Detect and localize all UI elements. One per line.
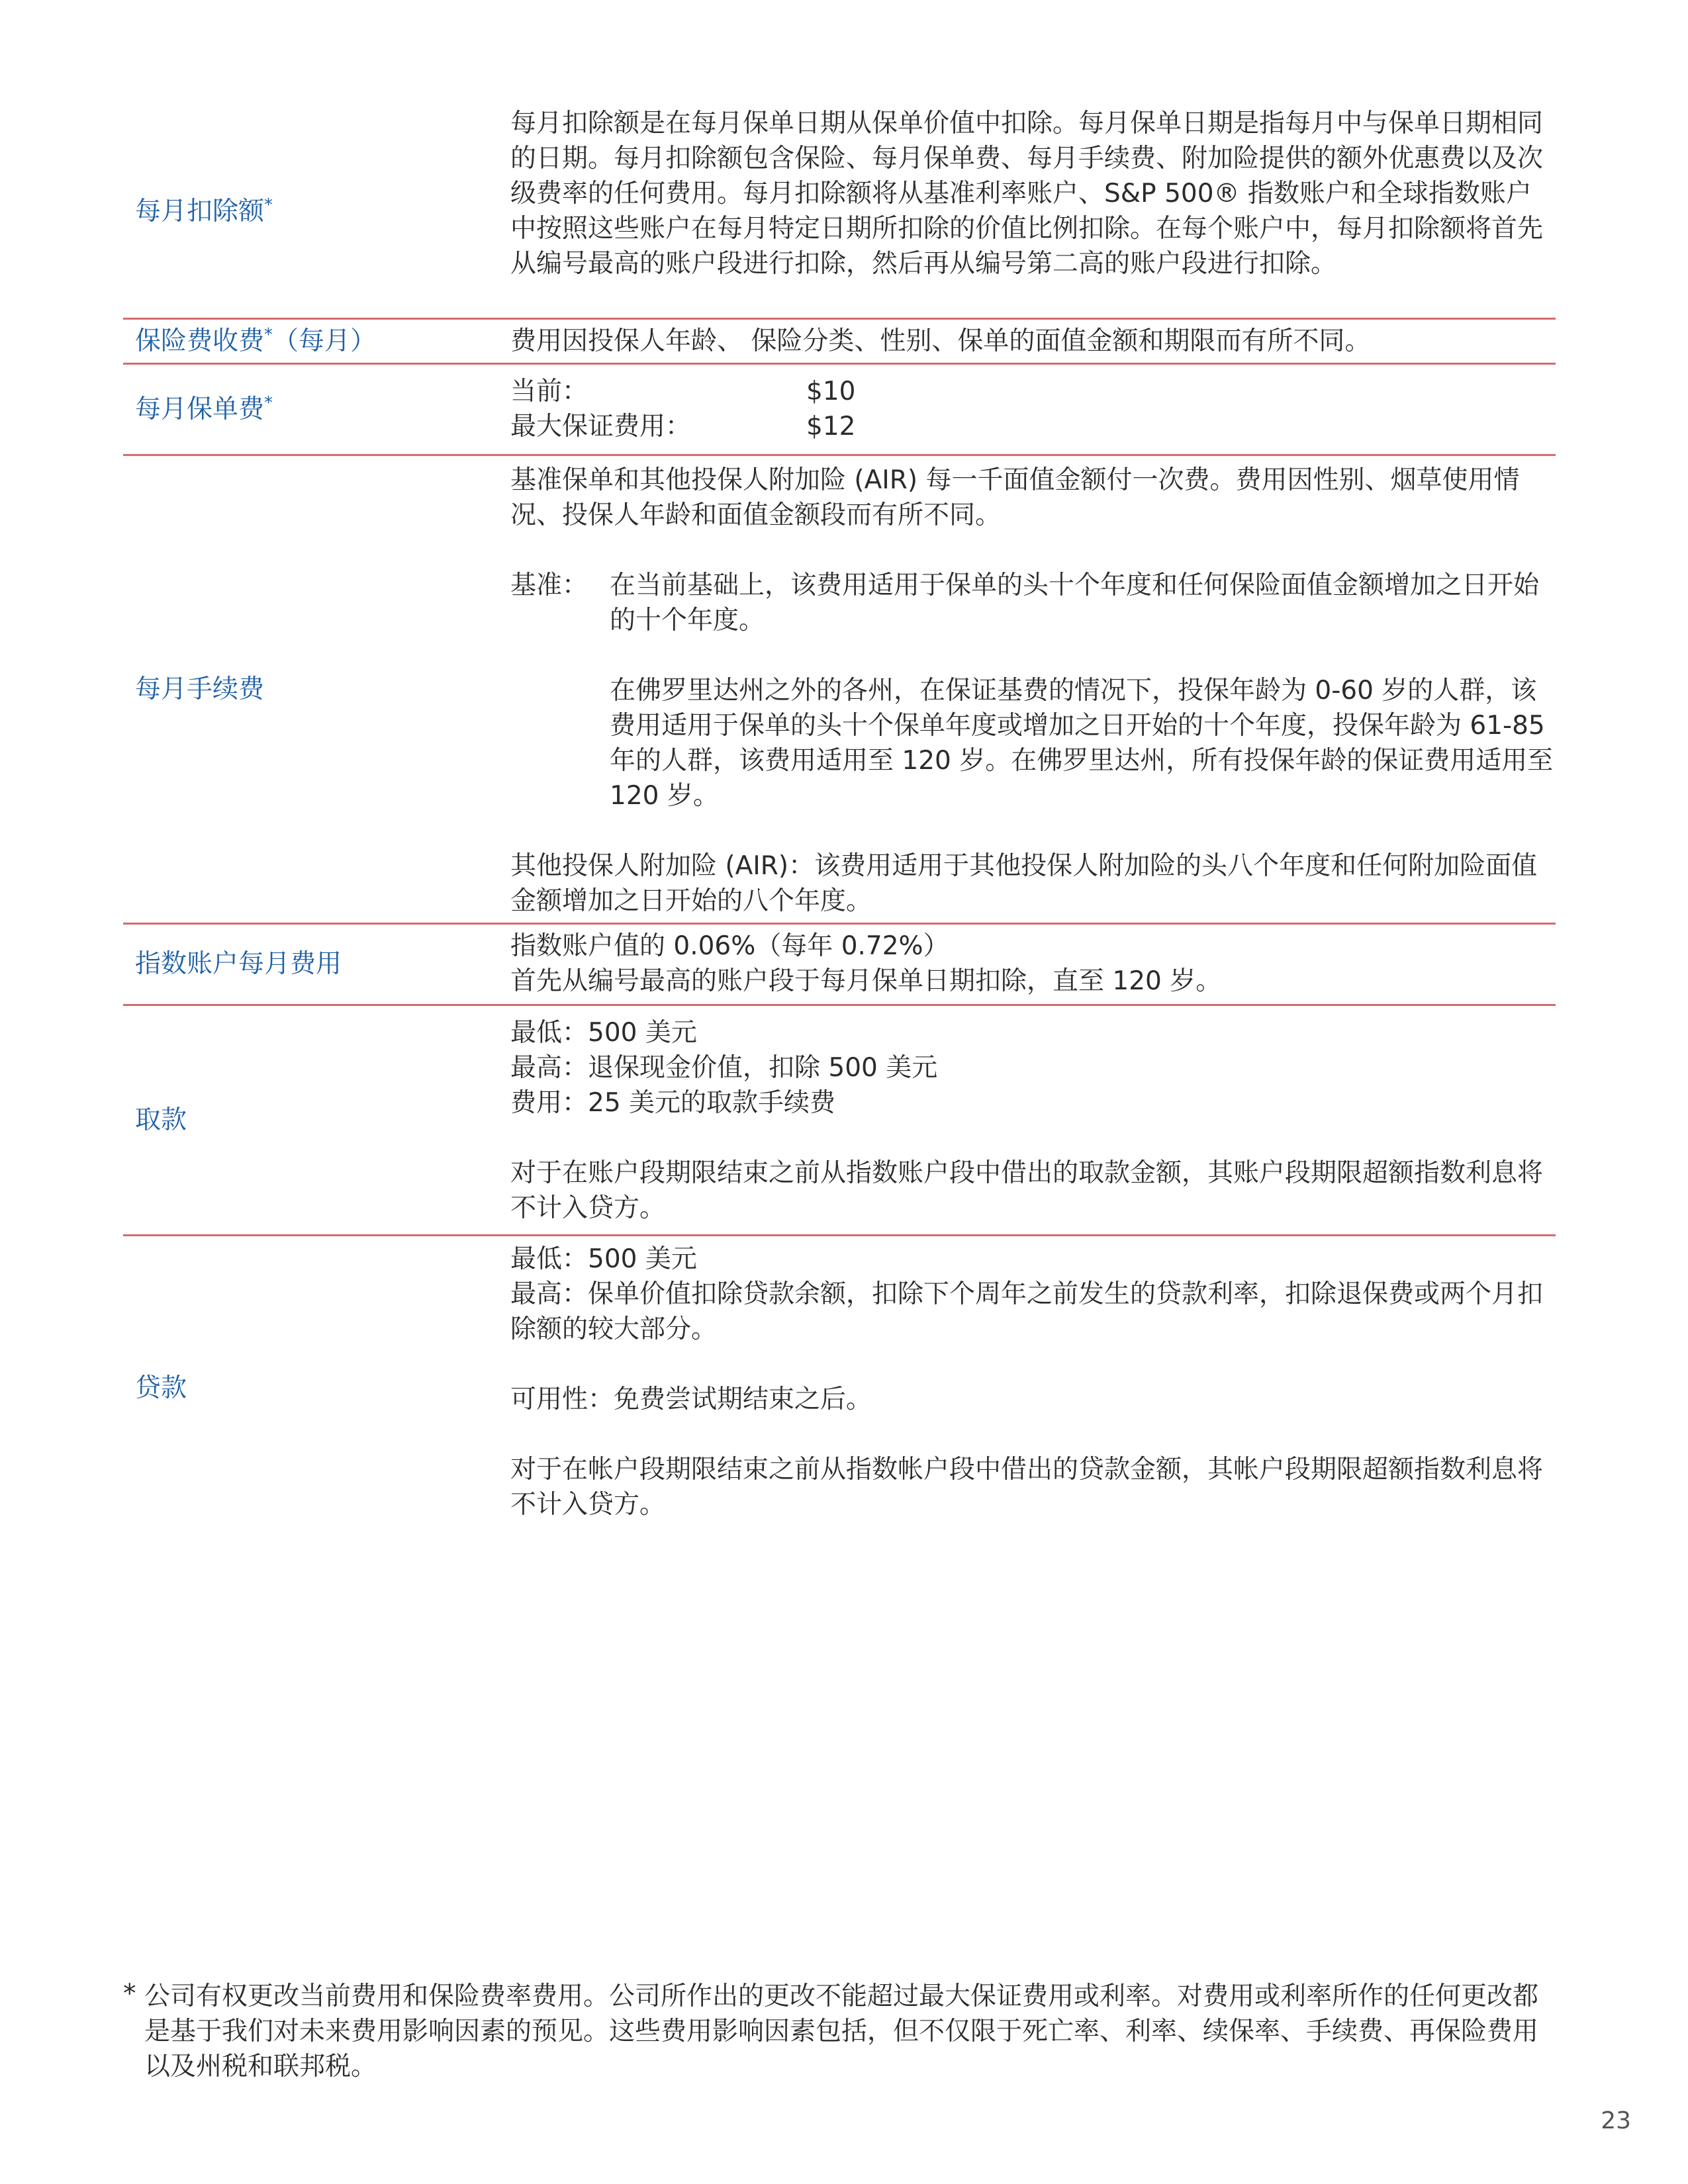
row-label: 指数账户每月费用	[135, 949, 342, 979]
base-text: 在当前基础上，该费用适用于保单的头十个年度和任何保险面值金额增加之日开始的十个年度。	[610, 570, 1540, 635]
admin-fee-guaranteed	[510, 673, 1556, 813]
policy-fee-max	[510, 409, 1556, 444]
row-loan	[123, 1236, 1556, 1541]
current-value: $10	[806, 377, 856, 406]
footnote-marker: *	[123, 1979, 136, 2009]
row-label: 取款	[135, 1105, 187, 1135]
page-number: 23	[1601, 2107, 1631, 2134]
monthly-deduction-text: 每月扣除额是在每月保单日期从保单价值中扣除。每月保单日期是指每月中与保单日期相同的日期。每月扣除额包含保险、每月保单费、每月手续费、附加险提供的额外优惠费以及次级费率的任何费用。每月扣除额将从基准利率账户、S&P 500® 指数账户和全球指数账户中按照这些账户在每月特定日期所扣除的价值比例扣除。在每个账户中，每月扣除额将首先从编号最高的账户段进行扣除，然后再从编号第二高的账户段进行扣除。	[510, 109, 1544, 279]
row-label: 每月扣除额*	[135, 195, 273, 226]
admin-fee-air: 其他投保人附加险 (AIR)：该费用适用于其他投保人附加险的头八个年度和任何附加险面值金额增加之日开始的八个年度。	[510, 851, 1538, 916]
loan-note: 对于在帐户段期限结束之前从指数帐户段中借出的贷款金额，其帐户段期限超额指数利息将不计入贷方。	[510, 1455, 1544, 1520]
row-label: 贷款	[135, 1373, 187, 1403]
insurance-fee-text: 费用因投保人年龄、 保险分类、性别、保单的面值金额和期限而有所不同。	[510, 326, 1371, 356]
index-fee-line1: 指数账户值的 0.06%（每年 0.72%）	[510, 931, 949, 961]
loan-max: 最高：保单价值扣除贷款余额，扣除下个周年之前发生的贷款利率，扣除退保费或两个月扣除额的较大部分。	[510, 1279, 1544, 1344]
row-insurance-fee	[123, 320, 1556, 365]
max-value: $12	[806, 412, 856, 441]
row-label: 保险费收费*（每月）	[135, 324, 377, 356]
row-index-fee	[123, 925, 1556, 1006]
base-label: 基准：	[510, 570, 588, 600]
withdrawal-fee: 费用：25 美元的取款手续费	[510, 1088, 836, 1118]
row-policy-fee	[123, 365, 1556, 456]
row-content	[510, 463, 1556, 919]
withdrawal-min: 最低：500 美元	[510, 1018, 697, 1048]
row-label: 每月保单费*	[135, 392, 273, 424]
loan-min: 最低：500 美元	[510, 1244, 697, 1274]
max-label: 最大保证费用：	[510, 412, 692, 441]
row-label: 每月手续费	[135, 674, 265, 704]
footnote	[123, 1979, 1556, 2084]
admin-fee-base	[510, 568, 1556, 638]
row-content	[510, 1015, 1556, 1226]
index-fee-line2: 首先从编号最高的账户段于每月保单日期扣除，直至 120 岁。	[510, 966, 1222, 996]
row-content	[510, 374, 1556, 444]
row-content	[510, 324, 1556, 359]
loan-availability: 可用性：免费尝试期结束之后。	[510, 1385, 872, 1414]
withdrawal-max: 最高：退保现金价值，扣除 500 美元	[510, 1053, 938, 1083]
row-admin-fee	[123, 456, 1556, 925]
withdrawal-note: 对于在账户段期限结束之前从指数账户段中借出的取款金额，其账户段期限超额指数利息将不计入贷方。	[510, 1158, 1544, 1223]
row-monthly-deduction	[123, 106, 1556, 320]
row-content	[510, 1242, 1556, 1522]
guaranteed-text: 在佛罗里达州之外的各州，在保证基费的情况下，投保年龄为 0-60 岁的人群，该费用适用于保单的头十个保单年度或增加之日开始的十个年度，投保年龄为 61-85 年的人群，该费用适用至 120 岁。在佛罗里达州，所有投保年龄的保证费用适用至 120 岁。	[610, 676, 1554, 811]
row-withdrawal	[123, 1006, 1556, 1236]
row-content	[510, 929, 1556, 999]
admin-fee-intro: 基准保单和其他投保人附加险 (AIR) 每一千面值金额付一次费。费用因性别、烟草使用情况、投保人年龄和面值金额段而有所不同。	[510, 465, 1520, 530]
policy-fee-current	[510, 374, 1556, 409]
footnote-text: 公司有权更改当前费用和保险费率费用。公司所作出的更改不能超过最大保证费用或利率。对费用或利率所作的任何更改都是基于我们对未来费用影响因素的预见。这些费用影响因素包括，但不仅限于死亡率、利率、续保率、手续费、再保险费用以及州税和联邦税。	[144, 1981, 1539, 2081]
current-label: 当前：	[510, 377, 588, 406]
row-content	[510, 106, 1556, 281]
